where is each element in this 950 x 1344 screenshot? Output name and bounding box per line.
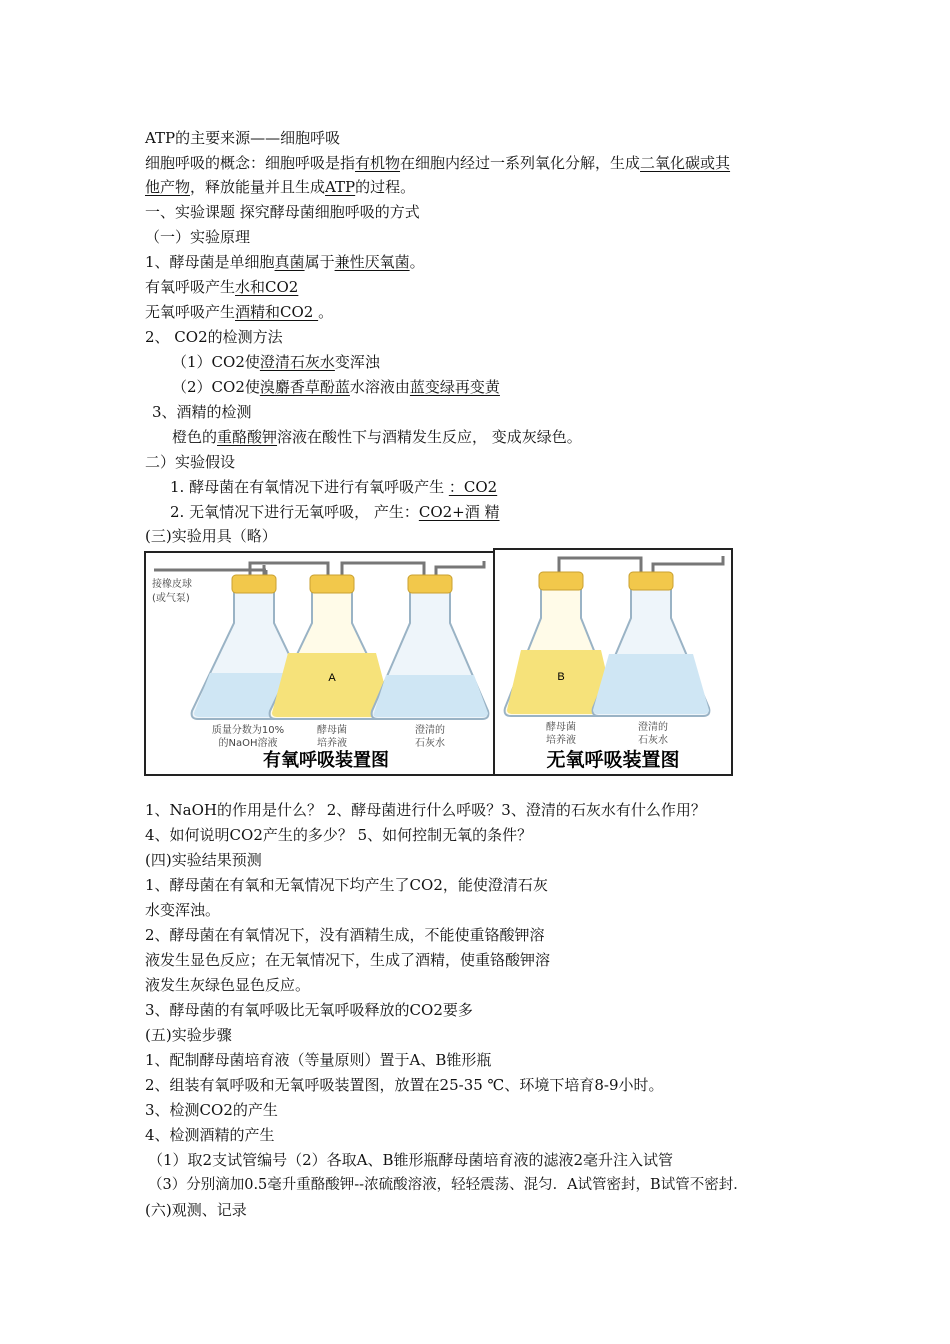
stopper	[232, 575, 276, 593]
step-line: 1、配制酵母菌培育液（等量原则）置于A、B锥形瓶	[145, 1051, 492, 1069]
step-line: 4、检测酒精的产生	[145, 1126, 275, 1144]
principle-line: 无氧呼吸产生酒精和CO2 。	[145, 303, 334, 321]
flask-label: 培养液	[546, 735, 576, 746]
flask-label: 酵母菌	[546, 722, 576, 733]
pump-label: (或气泵)	[152, 593, 190, 604]
aerobic-apparatus-figure	[144, 551, 495, 776]
principle-line: （2）CO2使溴麝香草酚蓝水溶液由蓝变绿再变黄	[172, 378, 500, 396]
prediction-line: 液发生灰绿色显色反应。	[145, 976, 311, 994]
flask-label: 石灰水	[638, 735, 668, 746]
step-line: 2、组装有氧呼吸和无氧呼吸装置图，放置在25-35 ℃、环境下培育8-9小时。	[145, 1076, 664, 1094]
prediction-line: 液发生显色反应；在无氧情况下，生成了酒精，使重铬酸钾溶	[145, 951, 551, 969]
page-title: ATP的主要来源——细胞呼吸	[145, 129, 341, 147]
principle-line: 橙色的重酪酸钾溶液在酸性下与酒精发生反应， 变成灰绿色。	[172, 428, 582, 446]
question-line: 1、NaOH的作用是什么？ 2、酵母菌进行什么呼吸？3、澄清的石灰水有什么作用？	[145, 801, 706, 819]
connect-tube	[342, 563, 424, 576]
figure-caption: 有氧呼吸装置图	[263, 750, 389, 771]
flask-label: 澄清的	[638, 722, 668, 733]
flask-label: 石灰水	[415, 738, 445, 749]
step-line: 3、检测CO2的产生	[145, 1101, 278, 1119]
outlet-tube	[436, 561, 484, 576]
tools-heading: (三)实验用具（略）	[145, 527, 277, 545]
hypothesis-line: 1. 酵母菌在有氧情况下进行有氧呼吸产生 ：CO2	[170, 478, 498, 496]
hypothesis-line: 2. 无氧情况下进行无氧呼吸， 产生：CO2+酒 精	[170, 503, 500, 521]
flask-letter-label: B	[557, 671, 565, 683]
anaerobic-apparatus-figure	[493, 548, 733, 776]
flask-liquid	[374, 675, 489, 717]
principle-line: 2、 CO2的检测方法	[145, 328, 283, 346]
outlet-tube	[653, 556, 723, 574]
stopper	[539, 572, 583, 590]
step-line: （3）分别滴加0.5毫升重酪酸钾--浓硫酸溶液，轻轻震荡、混匀．A试管密封，B试管不密封．	[148, 1177, 748, 1193]
pump-label: 接橡皮球	[152, 579, 192, 590]
yeast-flask-a	[270, 575, 395, 719]
steps-heading: (五)实验步骤	[145, 1026, 232, 1044]
question-line: 4、如何说明CO2产生的多少？ 5、如何控制无氧的条件？	[145, 826, 533, 844]
section-heading: 一、实验课题 探究酵母菌细胞呼吸的方式	[145, 203, 420, 221]
prediction-line: 3、酵母菌的有氧呼吸比无氧呼吸释放的CO2要多	[145, 1001, 473, 1019]
stopper	[408, 575, 452, 593]
principle-line: （1）CO2使澄清石灰水变浑浊	[172, 353, 380, 371]
prediction-heading: (四)实验结果预测	[145, 851, 262, 869]
flask-label: 澄清的	[415, 725, 445, 736]
prediction-line: 1、酵母菌在有氧和无氧情况下均产生了CO2，能使澄清石灰	[145, 876, 548, 894]
flask-label: 培养液	[317, 738, 347, 749]
flask-liquid	[593, 654, 709, 714]
limewater-flask	[372, 575, 489, 719]
principle-line: 1、酵母菌是单细胞真菌属于兼性厌氧菌。	[145, 253, 425, 271]
flask-label: 的NaOH溶液	[218, 738, 278, 749]
figure-caption: 无氧呼吸装置图	[546, 749, 680, 771]
concept-line-1: 细胞呼吸的概念：细胞呼吸是指有机物在细胞内经过一系列氧化分解，生成二氧化碳或其	[145, 154, 731, 172]
principle-heading: （一）实验原理	[145, 228, 251, 246]
principle-line: 3、酒精的检测	[152, 403, 252, 421]
concept-line-2: 他产物，释放能量并且生成ATP的过程。	[145, 178, 416, 196]
flask-label: 酵母菌	[317, 725, 347, 736]
prediction-line: 水变浑浊。	[145, 901, 221, 919]
stopper	[310, 575, 354, 593]
prediction-line: 2、酵母菌在有氧情况下，没有酒精生成，不能使重铬酸钾溶	[145, 926, 545, 944]
observe-heading: (六)观测、记录	[145, 1201, 247, 1219]
flask-label: 质量分数为10%	[211, 725, 285, 736]
limewater-flask	[593, 572, 710, 716]
stopper	[629, 572, 673, 590]
step-line: （1）取2支试管编号（2）各取A、B锥形瓶酵母菌培育液的滤液2毫升注入试管	[148, 1151, 674, 1169]
hypothesis-heading: 二）实验假设	[145, 453, 236, 471]
flask-letter-label: A	[328, 672, 336, 684]
principle-line: 有氧呼吸产生水和CO2	[145, 278, 299, 296]
